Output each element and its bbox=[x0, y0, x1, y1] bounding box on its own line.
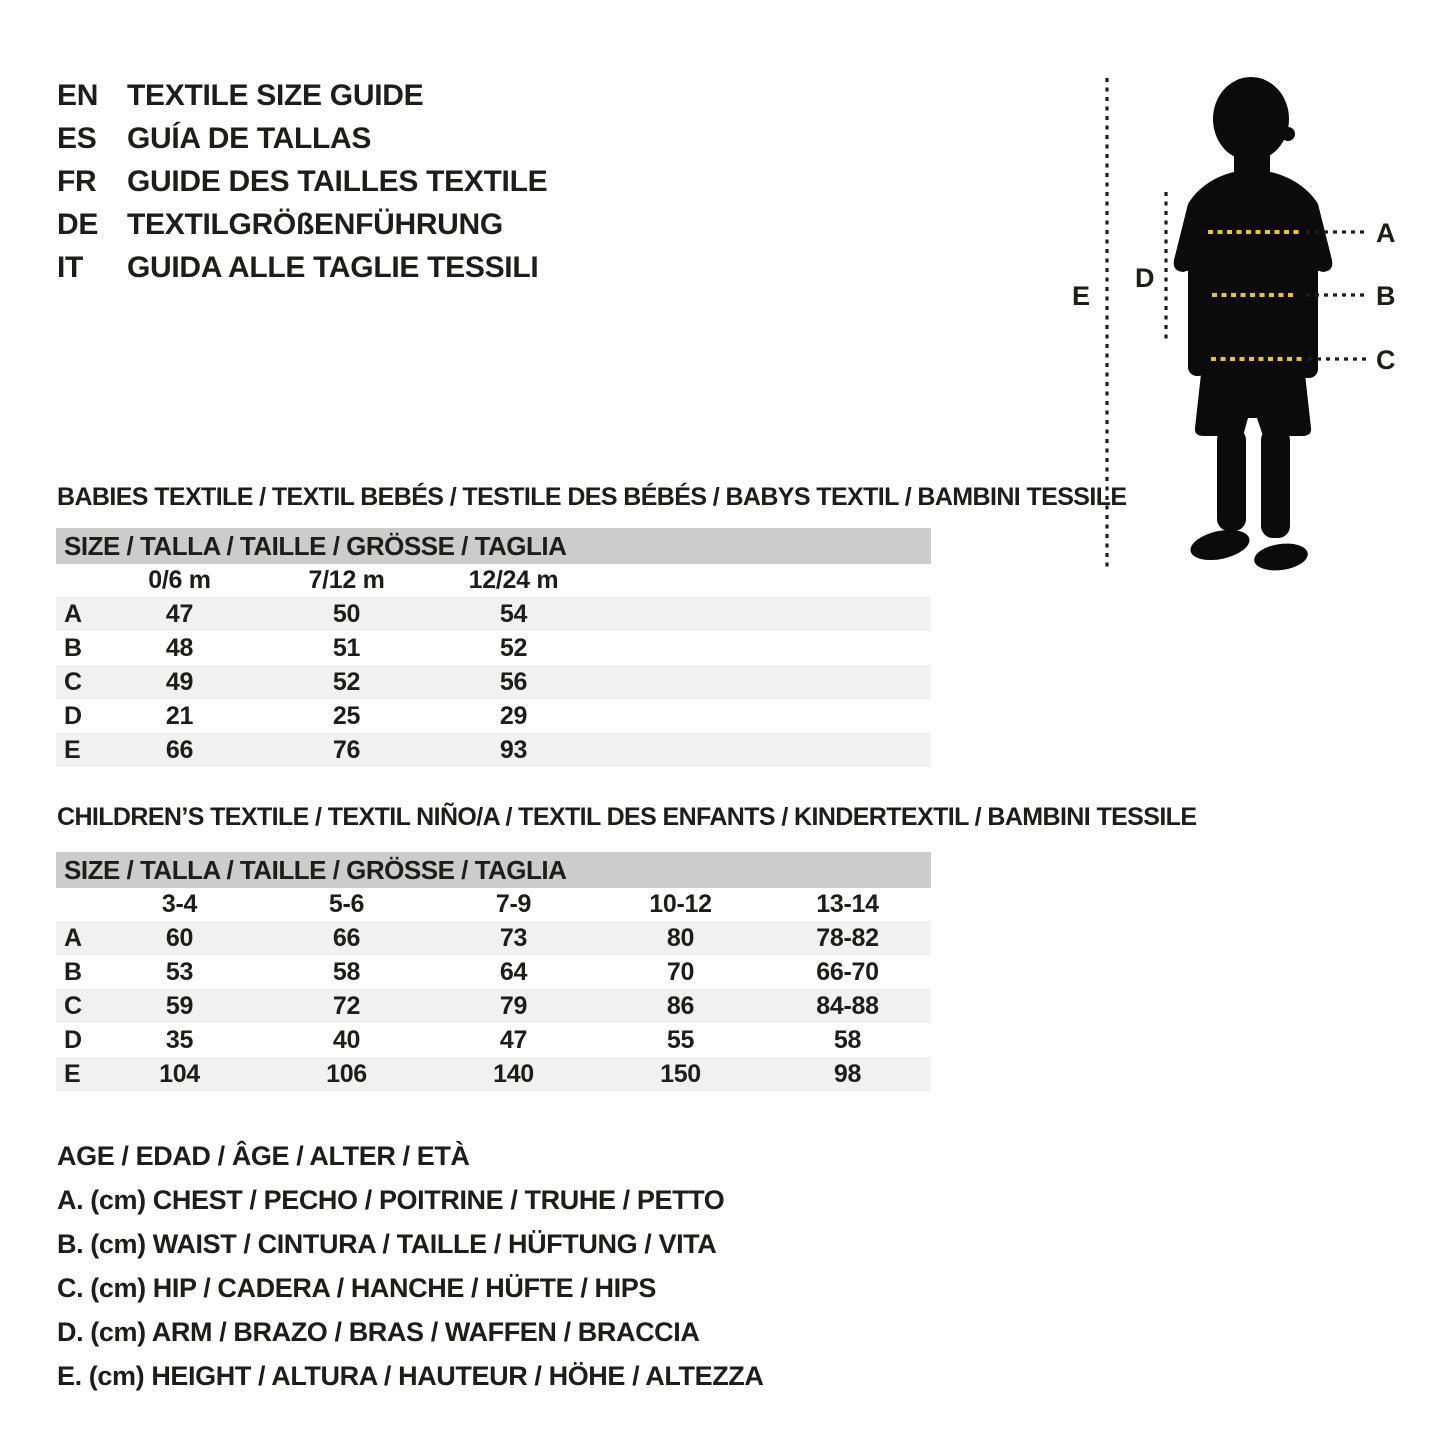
table-cell: 56 bbox=[499, 667, 528, 696]
child-silhouette-icon bbox=[1174, 77, 1333, 574]
babies-section-heading: BABIES TEXTILE / TEXTIL BEBÉS / TESTILE DES BÉBÉS / BABYS TEXTIL / BAMBINI TESSILE bbox=[57, 483, 1127, 511]
language-title: GUIDA ALLE TAGLIE TESSILI bbox=[127, 250, 539, 284]
table-cell: 54 bbox=[499, 599, 528, 628]
row-label: B bbox=[64, 633, 83, 662]
table-column-headers bbox=[56, 564, 931, 597]
language-row-en bbox=[57, 74, 547, 117]
table-cell: 47 bbox=[499, 1025, 528, 1054]
table-cell: 50 bbox=[332, 599, 361, 628]
table-cell: 150 bbox=[660, 1059, 701, 1088]
table-cell: 72 bbox=[332, 991, 361, 1020]
table-cell: 52 bbox=[499, 633, 528, 662]
table-column-header: 7-9 bbox=[495, 890, 532, 918]
language-title: TEXTILGRÖßENFÜHRUNG bbox=[127, 207, 503, 241]
measurement-legend bbox=[57, 1134, 763, 1398]
children-size-table bbox=[56, 852, 931, 1091]
table-cell: 73 bbox=[499, 923, 528, 952]
table-cell: 48 bbox=[165, 633, 194, 662]
row-label: D bbox=[64, 1025, 83, 1054]
legend-arm: D. (cm) ARM / BRAZO / BRAS / WAFFEN / BRACCIA bbox=[57, 1316, 700, 1347]
table-cell: 98 bbox=[833, 1059, 862, 1088]
row-label: E bbox=[64, 1059, 81, 1088]
table-size-header: SIZE / TALLA / TAILLE / GRÖSSE / TAGLIA bbox=[56, 528, 931, 564]
table-cell: 35 bbox=[165, 1025, 194, 1054]
language-code: DE bbox=[57, 207, 99, 241]
language-title: TEXTILE SIZE GUIDE bbox=[127, 78, 424, 112]
table-column-header: 3-4 bbox=[161, 890, 198, 918]
language-title: GUÍA DE TALLAS bbox=[127, 121, 372, 155]
row-label: A bbox=[64, 599, 83, 628]
row-label: B bbox=[64, 957, 83, 986]
table-column-header: 12/24 m bbox=[468, 566, 559, 594]
table-cell: 84-88 bbox=[816, 991, 879, 1020]
legend-chest: A. (cm) CHEST / PECHO / POITRINE / TRUHE / PETTO bbox=[57, 1184, 725, 1215]
table-cell: 47 bbox=[165, 599, 194, 628]
label-b: B bbox=[1376, 281, 1396, 311]
language-title: GUIDE DES TAILLES TEXTILE bbox=[127, 164, 548, 198]
children-section-heading: CHILDREN’S TEXTILE / TEXTIL NIÑO/A / TEXTIL DES ENFANTS / KINDERTEXTIL / BAMBINI TESSILE bbox=[57, 803, 1197, 831]
language-code: EN bbox=[57, 78, 99, 112]
table-cell: 66 bbox=[165, 735, 194, 764]
table-cell: 58 bbox=[332, 957, 361, 986]
table-cell: 76 bbox=[332, 735, 361, 764]
language-code: FR bbox=[57, 164, 97, 198]
table-cell: 93 bbox=[499, 735, 528, 764]
row-label: C bbox=[64, 991, 83, 1020]
table-row bbox=[56, 921, 931, 955]
language-code: IT bbox=[57, 250, 84, 284]
table-row bbox=[56, 665, 931, 699]
table-cell: 29 bbox=[499, 701, 528, 730]
label-e: E bbox=[1072, 281, 1091, 311]
table-row bbox=[56, 597, 931, 631]
row-label: C bbox=[64, 667, 83, 696]
legend-height: E. (cm) HEIGHT / ALTURA / HAUTEUR / HÖHE / ALTEZZA bbox=[57, 1360, 764, 1391]
table-cell: 51 bbox=[332, 633, 361, 662]
table-column-headers bbox=[56, 888, 931, 921]
table-row bbox=[56, 733, 931, 767]
table-column-header: 5-6 bbox=[328, 890, 365, 918]
table-row bbox=[56, 699, 931, 733]
table-row bbox=[56, 955, 931, 989]
language-titles-block bbox=[57, 74, 547, 289]
table-cell: 106 bbox=[326, 1059, 367, 1088]
table-column-header: 7/12 m bbox=[308, 566, 385, 594]
table-column-header: 10-12 bbox=[649, 890, 712, 918]
table-cell: 21 bbox=[165, 701, 194, 730]
babies-size-table bbox=[56, 528, 931, 767]
table-row bbox=[56, 989, 931, 1023]
table-row bbox=[56, 1057, 931, 1091]
row-label: E bbox=[64, 735, 81, 764]
table-cell: 60 bbox=[165, 923, 194, 952]
language-code: ES bbox=[57, 121, 97, 155]
table-cell: 58 bbox=[833, 1025, 862, 1054]
label-d: D bbox=[1135, 263, 1155, 293]
language-row-de bbox=[57, 203, 547, 246]
label-a: A bbox=[1376, 218, 1396, 248]
label-c: C bbox=[1376, 345, 1396, 375]
table-row bbox=[56, 631, 931, 665]
row-label: D bbox=[64, 701, 83, 730]
table-cell: 64 bbox=[499, 957, 528, 986]
language-row-es bbox=[57, 117, 547, 160]
table-cell: 52 bbox=[332, 667, 361, 696]
legend-age: AGE / EDAD / ÂGE / ALTER / ETÀ bbox=[57, 1140, 470, 1171]
table-cell: 140 bbox=[493, 1059, 534, 1088]
table-cell: 104 bbox=[159, 1059, 200, 1088]
table-cell: 40 bbox=[332, 1025, 361, 1054]
table-cell: 59 bbox=[165, 991, 194, 1020]
legend-hip: C. (cm) HIP / CADERA / HANCHE / HÜFTE / HIPS bbox=[57, 1272, 656, 1303]
table-cell: 25 bbox=[332, 701, 361, 730]
legend-waist: B. (cm) WAIST / CINTURA / TAILLE / HÜFTUNG / VITA bbox=[57, 1228, 717, 1259]
table-cell: 80 bbox=[666, 923, 695, 952]
table-row bbox=[56, 1023, 931, 1057]
table-cell: 55 bbox=[666, 1025, 695, 1054]
language-row-it bbox=[57, 246, 547, 289]
table-column-header: 13-14 bbox=[816, 890, 879, 918]
table-cell: 86 bbox=[666, 991, 695, 1020]
table-cell: 66-70 bbox=[816, 957, 879, 986]
table-column-header: 0/6 m bbox=[148, 566, 211, 594]
row-label: A bbox=[64, 923, 83, 952]
language-row-fr bbox=[57, 160, 547, 203]
table-cell: 70 bbox=[666, 957, 695, 986]
table-cell: 78-82 bbox=[816, 923, 879, 952]
table-cell: 66 bbox=[332, 923, 361, 952]
table-cell: 53 bbox=[165, 957, 194, 986]
table-size-header: SIZE / TALLA / TAILLE / GRÖSSE / TAGLIA bbox=[56, 852, 931, 888]
table-cell: 49 bbox=[165, 667, 194, 696]
table-cell: 79 bbox=[499, 991, 528, 1020]
